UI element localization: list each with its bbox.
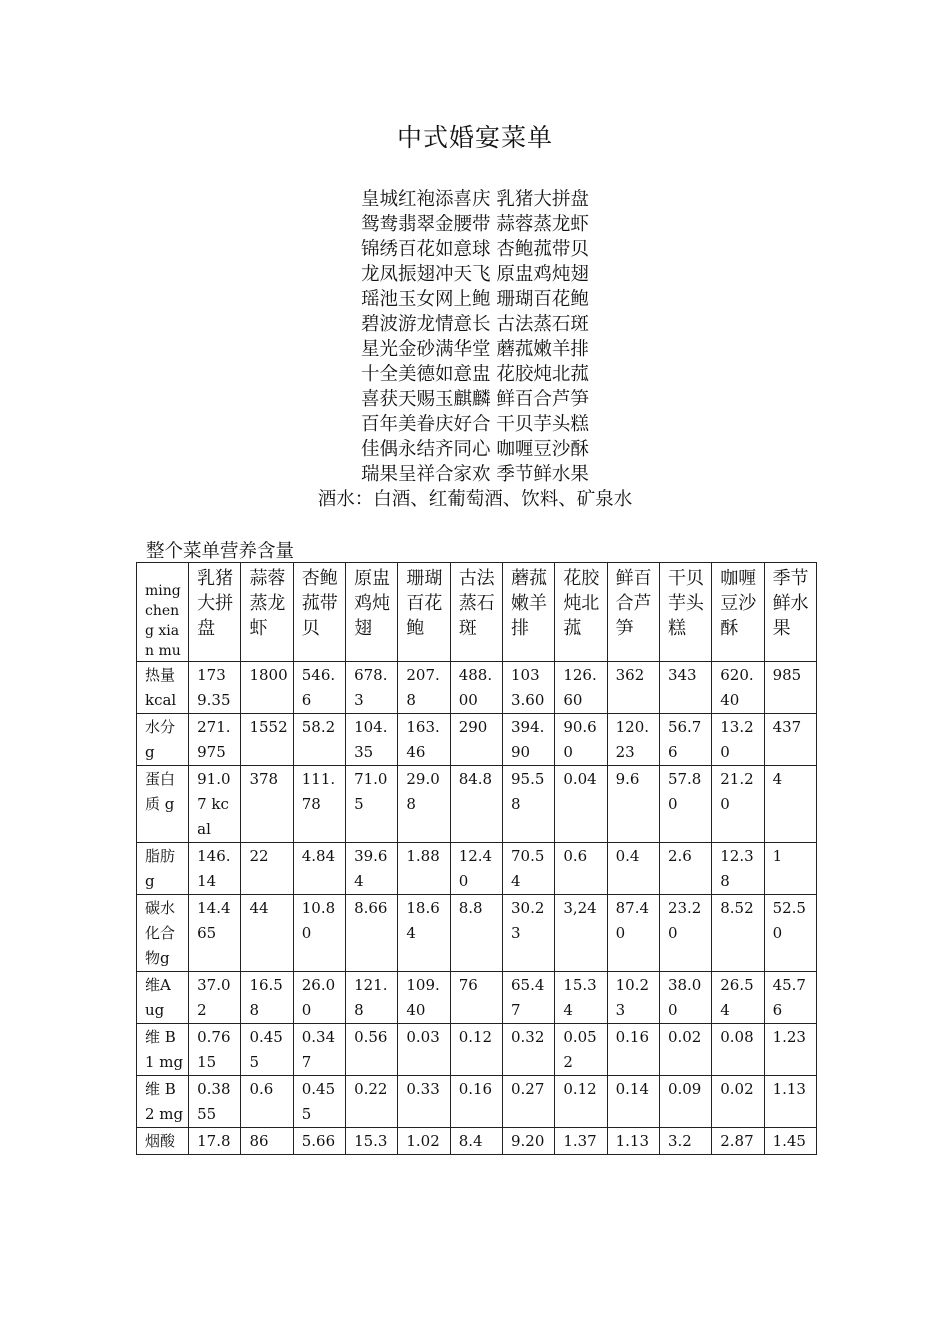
row-label: 蛋白质 g [137, 766, 189, 843]
table-cell: 1.23 [764, 1024, 816, 1076]
table-cell: 37.02 [189, 972, 241, 1024]
table-cell: 58.2 [293, 714, 345, 766]
table-cell: 18.64 [398, 895, 450, 972]
table-cell: 488.00 [450, 662, 502, 714]
table-cell: 0.4 [607, 843, 659, 895]
table-cell: 546.6 [293, 662, 345, 714]
table-header-row [137, 563, 817, 662]
table-row [137, 972, 817, 1024]
menu-item: 佳偶永结齐同心 咖喱豆沙酥 [361, 439, 589, 460]
table-cell: 1800 [241, 662, 293, 714]
table-row [137, 766, 817, 843]
table-cell: 362 [607, 662, 659, 714]
menu-item: 百年美眷庆好合 干贝芋头糕 [361, 414, 589, 435]
table-cell: 126.60 [555, 662, 607, 714]
table-cell: 271.975 [189, 714, 241, 766]
table-cell: 394.90 [503, 714, 555, 766]
menu-item: 星光金砂满华堂 蘑菰嫩羊排 [361, 339, 589, 360]
table-cell: 0.455 [293, 1076, 345, 1128]
dish-column-header: 乳猪大拼盘 [189, 563, 241, 662]
row-label: 维 B1 mg [137, 1024, 189, 1076]
table-cell: 1.13 [607, 1128, 659, 1155]
table-cell: 10.80 [293, 895, 345, 972]
table-cell: 0.052 [555, 1024, 607, 1076]
dish-column-header: 花胶炖北菰 [555, 563, 607, 662]
table-cell: 146.14 [189, 843, 241, 895]
page-title: 中式婚宴菜单 [396, 123, 553, 152]
table-cell: 1033.60 [503, 662, 555, 714]
table-cell: 0.09 [659, 1076, 711, 1128]
table-cell: 12.40 [450, 843, 502, 895]
table-cell: 30.23 [503, 895, 555, 972]
table-cell: 0.347 [293, 1024, 345, 1076]
table-cell: 0.12 [450, 1024, 502, 1076]
table-cell: 985 [764, 662, 816, 714]
table-cell: 207.8 [398, 662, 450, 714]
table-row [137, 843, 817, 895]
dish-column-header: 蒜蓉蒸龙虾 [241, 563, 293, 662]
table-cell: 23.20 [659, 895, 711, 972]
table-cell: 57.80 [659, 766, 711, 843]
table-cell: 0.32 [503, 1024, 555, 1076]
menu-item: 碧波游龙情意长 古法蒸石斑 [361, 314, 589, 335]
table-cell: 8.8 [450, 895, 502, 972]
table-cell: 12.38 [712, 843, 764, 895]
row-label: 维 B2 mg [137, 1076, 189, 1128]
table-cell: 343 [659, 662, 711, 714]
table-cell: 0.6 [555, 843, 607, 895]
table-cell: 90.60 [555, 714, 607, 766]
table-cell: 39.64 [346, 843, 398, 895]
table-cell: 3.2 [659, 1128, 711, 1155]
menu-item: 皇城红袍添喜庆 乳猪大拼盘 [361, 189, 589, 210]
dish-column-header: 古法蒸石斑 [450, 563, 502, 662]
table-cell: 3,24 [555, 895, 607, 972]
table-cell: 104.35 [346, 714, 398, 766]
table-row [137, 1076, 817, 1128]
table-cell: 87.40 [607, 895, 659, 972]
menu-item: 瑶池玉女网上鲍 珊瑚百花鲍 [361, 289, 589, 310]
table-cell: 2.87 [712, 1128, 764, 1155]
table-cell: 1.02 [398, 1128, 450, 1155]
table-row [137, 1024, 817, 1076]
table-cell: 0.455 [241, 1024, 293, 1076]
table-cell: 15.3 [346, 1128, 398, 1155]
table-cell: 0.03 [398, 1024, 450, 1076]
table-cell: 378 [241, 766, 293, 843]
table-cell: 52.50 [764, 895, 816, 972]
table-cell: 22 [241, 843, 293, 895]
table-cell: 1739.35 [189, 662, 241, 714]
table-cell: 0.22 [346, 1076, 398, 1128]
table-cell: 0.16 [450, 1076, 502, 1128]
table-cell: 44 [241, 895, 293, 972]
table-caption: 整个菜单营养含量 [146, 541, 295, 562]
menu-item: 十全美德如意盅 花胶炖北菰 [361, 364, 589, 385]
table-cell: 29.08 [398, 766, 450, 843]
table-corner-header: ming cheng xian mu [137, 563, 189, 662]
table-cell: 13.20 [712, 714, 764, 766]
table-cell: 76 [450, 972, 502, 1024]
table-cell: 95.58 [503, 766, 555, 843]
table-cell: 16.58 [241, 972, 293, 1024]
table-cell: 0.56 [346, 1024, 398, 1076]
row-label: 碳水化合物g [137, 895, 189, 972]
drinks-line: 酒水：白酒、红葡萄酒、饮料、矿泉水 [317, 489, 633, 510]
table-cell: 26.54 [712, 972, 764, 1024]
row-label: 烟酸 [137, 1128, 189, 1155]
table-cell: 0.33 [398, 1076, 450, 1128]
row-label: 热量 kcal [137, 662, 189, 714]
table-cell: 0.3855 [189, 1076, 241, 1128]
table-row [137, 1128, 817, 1155]
dish-column-header: 杏鲍菰带贝 [293, 563, 345, 662]
dish-column-header: 原盅鸡炖翅 [346, 563, 398, 662]
table-cell: 0.08 [712, 1024, 764, 1076]
table-cell: 0.16 [607, 1024, 659, 1076]
table-cell: 38.00 [659, 972, 711, 1024]
table-cell: 163.46 [398, 714, 450, 766]
menu-item: 瑞果呈祥合家欢 季节鲜水果 [361, 464, 589, 485]
table-cell: 71.05 [346, 766, 398, 843]
table-cell: 678.3 [346, 662, 398, 714]
row-label: 维A ug [137, 972, 189, 1024]
table-cell: 120.23 [607, 714, 659, 766]
table-cell: 0.14 [607, 1076, 659, 1128]
menu-item: 喜获天赐玉麒麟 鲜百合芦笋 [361, 389, 589, 410]
table-cell: 70.54 [503, 843, 555, 895]
table-cell: 84.8 [450, 766, 502, 843]
table-row [137, 895, 817, 972]
menu-item: 鸳鸯翡翠金腰带 蒜蓉蒸龙虾 [361, 214, 589, 235]
table-cell: 91.07 kcal [189, 766, 241, 843]
table-row [137, 714, 817, 766]
table-cell: 1 [764, 843, 816, 895]
table-cell: 0.27 [503, 1076, 555, 1128]
table-cell: 10.23 [607, 972, 659, 1024]
table-cell: 0.7615 [189, 1024, 241, 1076]
table-cell: 86 [241, 1128, 293, 1155]
table-cell: 14.465 [189, 895, 241, 972]
table-cell: 4.84 [293, 843, 345, 895]
table-cell: 9.6 [607, 766, 659, 843]
table-cell: 0.02 [659, 1024, 711, 1076]
table-cell: 2.6 [659, 843, 711, 895]
menu-list [0, 187, 950, 512]
menu-item: 锦绣百花如意球 杏鲍菰带贝 [361, 239, 589, 260]
table-cell: 0.02 [712, 1076, 764, 1128]
table-cell: 0.12 [555, 1076, 607, 1128]
table-cell: 15.34 [555, 972, 607, 1024]
table-cell: 26.00 [293, 972, 345, 1024]
dish-column-header: 咖喱豆沙酥 [712, 563, 764, 662]
table-cell: 1552 [241, 714, 293, 766]
table-cell: 1.88 [398, 843, 450, 895]
table-cell: 109.40 [398, 972, 450, 1024]
table-cell: 620.40 [712, 662, 764, 714]
table-cell: 1.37 [555, 1128, 607, 1155]
table-cell: 56.76 [659, 714, 711, 766]
table-cell: 1.45 [764, 1128, 816, 1155]
dish-column-header: 蘑菰嫩羊排 [503, 563, 555, 662]
table-row [137, 662, 817, 714]
table-cell: 21.20 [712, 766, 764, 843]
table-cell: 1.13 [764, 1076, 816, 1128]
table-cell: 290 [450, 714, 502, 766]
dish-column-header: 干贝芋头糕 [659, 563, 711, 662]
table-cell: 8.4 [450, 1128, 502, 1155]
table-cell: 65.47 [503, 972, 555, 1024]
table-cell: 121.8 [346, 972, 398, 1024]
nutrition-table [136, 562, 817, 1155]
table-cell: 8.52 [712, 895, 764, 972]
dish-column-header: 季节鲜水果 [764, 563, 816, 662]
table-cell: 0.04 [555, 766, 607, 843]
menu-item: 龙凤振翅冲天飞 原盅鸡炖翅 [361, 264, 589, 285]
dish-column-header: 鲜百合芦笋 [607, 563, 659, 662]
table-cell: 8.66 [346, 895, 398, 972]
table-cell: 4 [764, 766, 816, 843]
table-cell: 437 [764, 714, 816, 766]
row-label: 脂肪 g [137, 843, 189, 895]
dish-column-header: 珊瑚百花鲍 [398, 563, 450, 662]
table-cell: 111.78 [293, 766, 345, 843]
table-cell: 9.20 [503, 1128, 555, 1155]
table-cell: 45.76 [764, 972, 816, 1024]
table-cell: 0.6 [241, 1076, 293, 1128]
table-cell: 17.8 [189, 1128, 241, 1155]
row-label: 水分 g [137, 714, 189, 766]
table-cell: 5.66 [293, 1128, 345, 1155]
